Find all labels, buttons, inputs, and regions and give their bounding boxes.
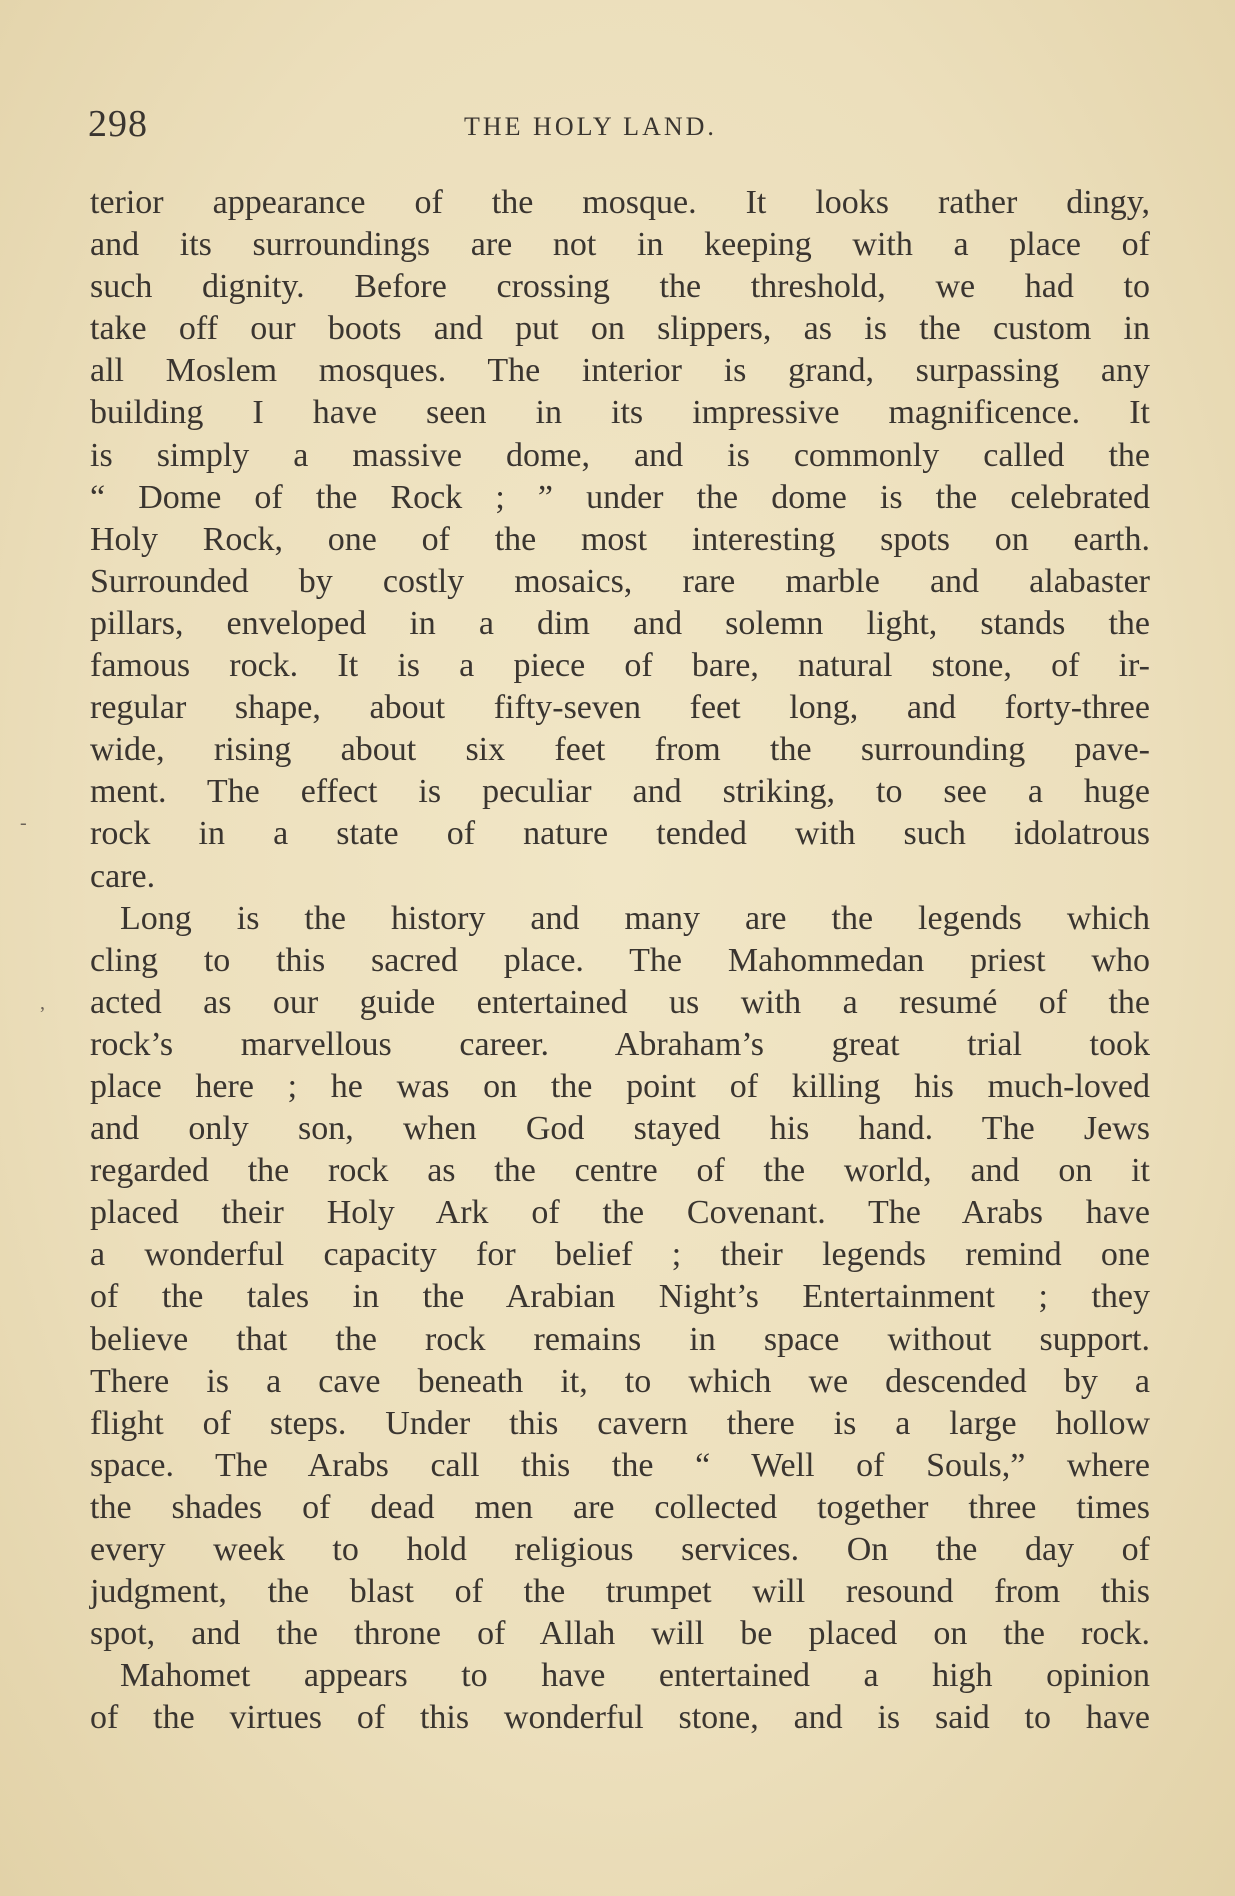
text-line: ment. The effect is peculiar and striking, to see a huge [90, 773, 1150, 811]
paragraph-end-line: care. [90, 857, 156, 895]
text-line: There is a cave beneath it, to which we descended by a [90, 1362, 1150, 1400]
text-line: regular shape, about fifty-seven feet long, and forty-three [90, 689, 1150, 727]
text-line: every week to hold religious services. On the day of [90, 1531, 1150, 1568]
paragraph-start-line: Mahomet appears to have entertained a high opinion [120, 1657, 1150, 1695]
text-line: the shades of dead men are collected together three times [90, 1488, 1150, 1526]
text-line: believe that the rock remains in space without support. [90, 1320, 1150, 1358]
text-line: Holy Rock, one of the most interesting spots on earth. [90, 520, 1150, 558]
text-line: a wonderful capacity for belief ; their legends remind one [90, 1236, 1150, 1274]
text-line: and only son, when God stayed his hand. The Jews [90, 1110, 1150, 1148]
text-line: “ Dome of the Rock ; ” under the dome is the celebrated [90, 478, 1150, 516]
text-line: flight of steps. Under this cavern there is a large hollow [90, 1404, 1150, 1442]
text-line: place here ; he was on the point of killing his much-loved [90, 1067, 1150, 1105]
text-line: pillars, enveloped in a dim and solemn light, stands the [90, 604, 1150, 642]
margin-dash-mark: - [20, 812, 27, 834]
text-line: cling to this sacred place. The Mahommedan priest who [90, 941, 1150, 979]
running-head [88, 102, 1138, 152]
margin-dot-mark: , [40, 992, 45, 1014]
text-line: rock’s marvellous career. Abraham’s great trial took [90, 1025, 1150, 1063]
running-title: THE HOLY LAND. [464, 112, 717, 141]
text-line: space. The Arabs call this the “ Well of Souls,” where [90, 1446, 1150, 1484]
text-line: is simply a massive dome, and is commonly called the [90, 436, 1150, 474]
text-line: spot, and the throne of Allah will be placed on the rock. [90, 1615, 1150, 1653]
paragraph-start-line: Long is the history and many are the legends which [120, 899, 1150, 937]
text-line: take off our boots and put on slippers, as is the custom in [90, 310, 1150, 348]
text-line: acted as our guide entertained us with a resumé of the [90, 983, 1150, 1021]
text-line: and its surroundings are not in keeping with a place of [90, 226, 1150, 264]
text-line: all Moslem mosques. The interior is grand, surpassing any [90, 352, 1150, 390]
body-text [90, 182, 1150, 1739]
text-line: famous rock. It is a piece of bare, natural stone, of ir- [90, 647, 1150, 685]
text-line: of the virtues of this wonderful stone, and is said to have [90, 1699, 1150, 1737]
text-line: building I have seen in its impressive magnificence. It [90, 394, 1150, 432]
text-line: Surrounded by costly mosaics, rare marble and alabaster [90, 562, 1150, 600]
text-line: wide, rising about six feet from the surrounding pave- [90, 731, 1150, 769]
text-line: regarded the rock as the centre of the world, and on it [90, 1152, 1150, 1190]
text-line: placed their Holy Ark of the Covenant. The Arabs have [90, 1194, 1150, 1232]
text-line: of the tales in the Arabian Night’s Entertainment ; they [90, 1278, 1150, 1316]
text-line: terior appearance of the mosque. It looks rather dingy, [90, 184, 1150, 221]
text-line: such dignity. Before crossing the threshold, we had to [90, 268, 1150, 306]
text-line: judgment, the blast of the trumpet will resound from this [90, 1573, 1150, 1611]
text-line: rock in a state of nature tended with such idolatrous [90, 815, 1150, 853]
page-number: 298 [88, 103, 148, 145]
